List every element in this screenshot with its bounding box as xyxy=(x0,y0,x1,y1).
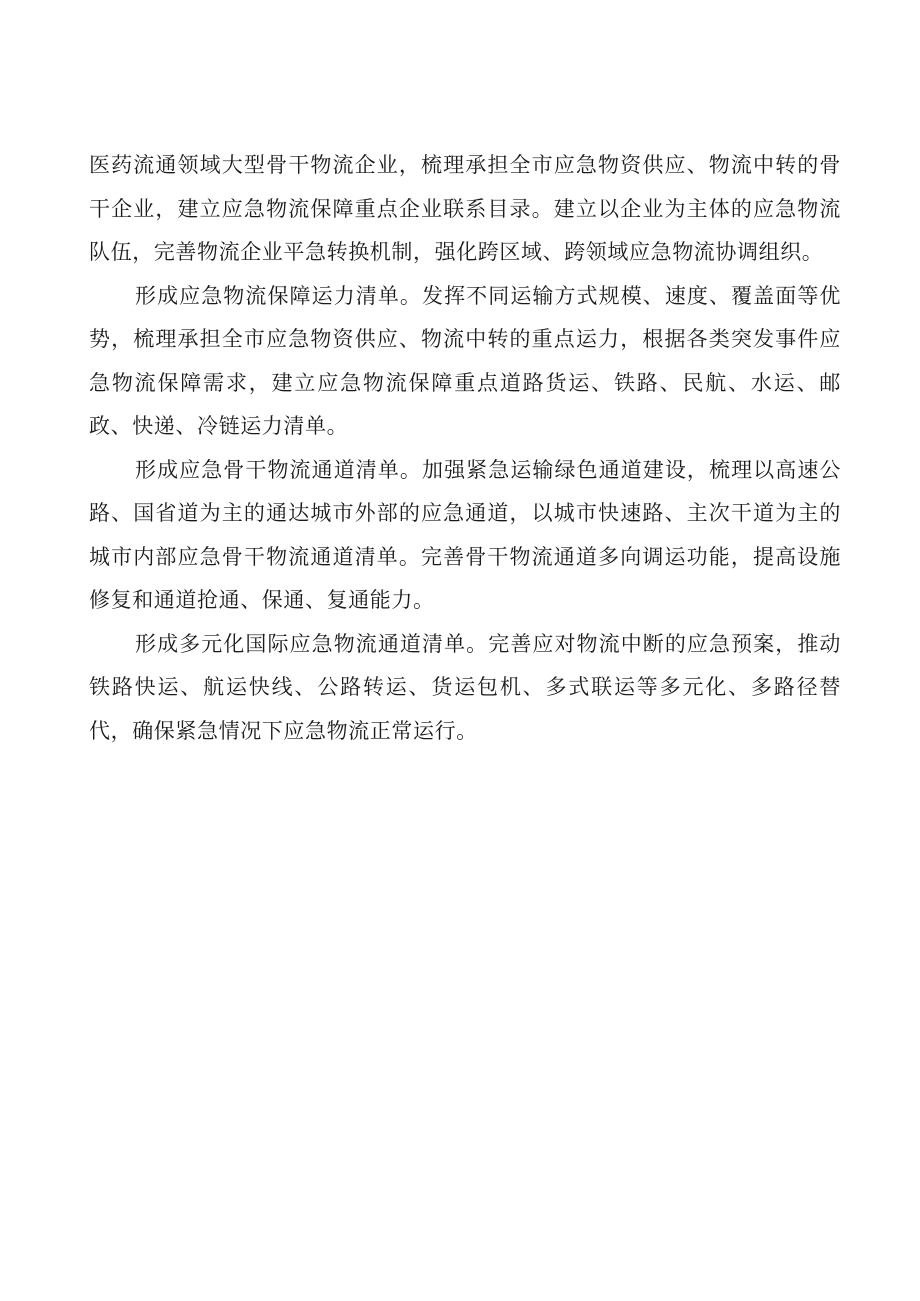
document-body xyxy=(89,144,841,753)
paragraph-international-channels: 形成多元化国际应急物流通道清单。完善应对物流中断的应急预案，推动铁路快运、航运快线、公路转运、货运包机、多式联运等多元化、多路径替代，确保紧急情况下应急物流正常运行。 xyxy=(89,631,841,743)
paragraph-transport-capacity: 形成应急物流保障运力清单。发挥不同运输方式规模、速度、覆盖面等优势，梳理承担全市应急物资供应、物流中转的重点运力，根据各类突发事件应急物流保障需求，建立应急物流保障重点道路货运、铁路、民航、水运、邮政、快递、冷链运力清单。 xyxy=(89,283,841,438)
paragraph-continued: 医药流通领域大型骨干物流企业，梳理承担全市应急物资供应、物流中转的骨干企业，建立应急物流保障重点企业联系目录。建立以企业为主体的应急物流队伍，完善物流企业平急转换机制，强化跨区域、跨领域应急物流协调组织。 xyxy=(89,153,841,264)
paragraph-backbone-channels: 形成应急骨干物流通道清单。加强紧急运输绿色通道建设，梳理以高速公路、国省道为主的通达城市外部的应急通道，以城市快速路、主次干道为主的城市内部应急骨干物流通道清单。完善骨干物流通道多向调运功能，提高设施修复和通道抢通、保通、复通能力。 xyxy=(89,457,841,612)
